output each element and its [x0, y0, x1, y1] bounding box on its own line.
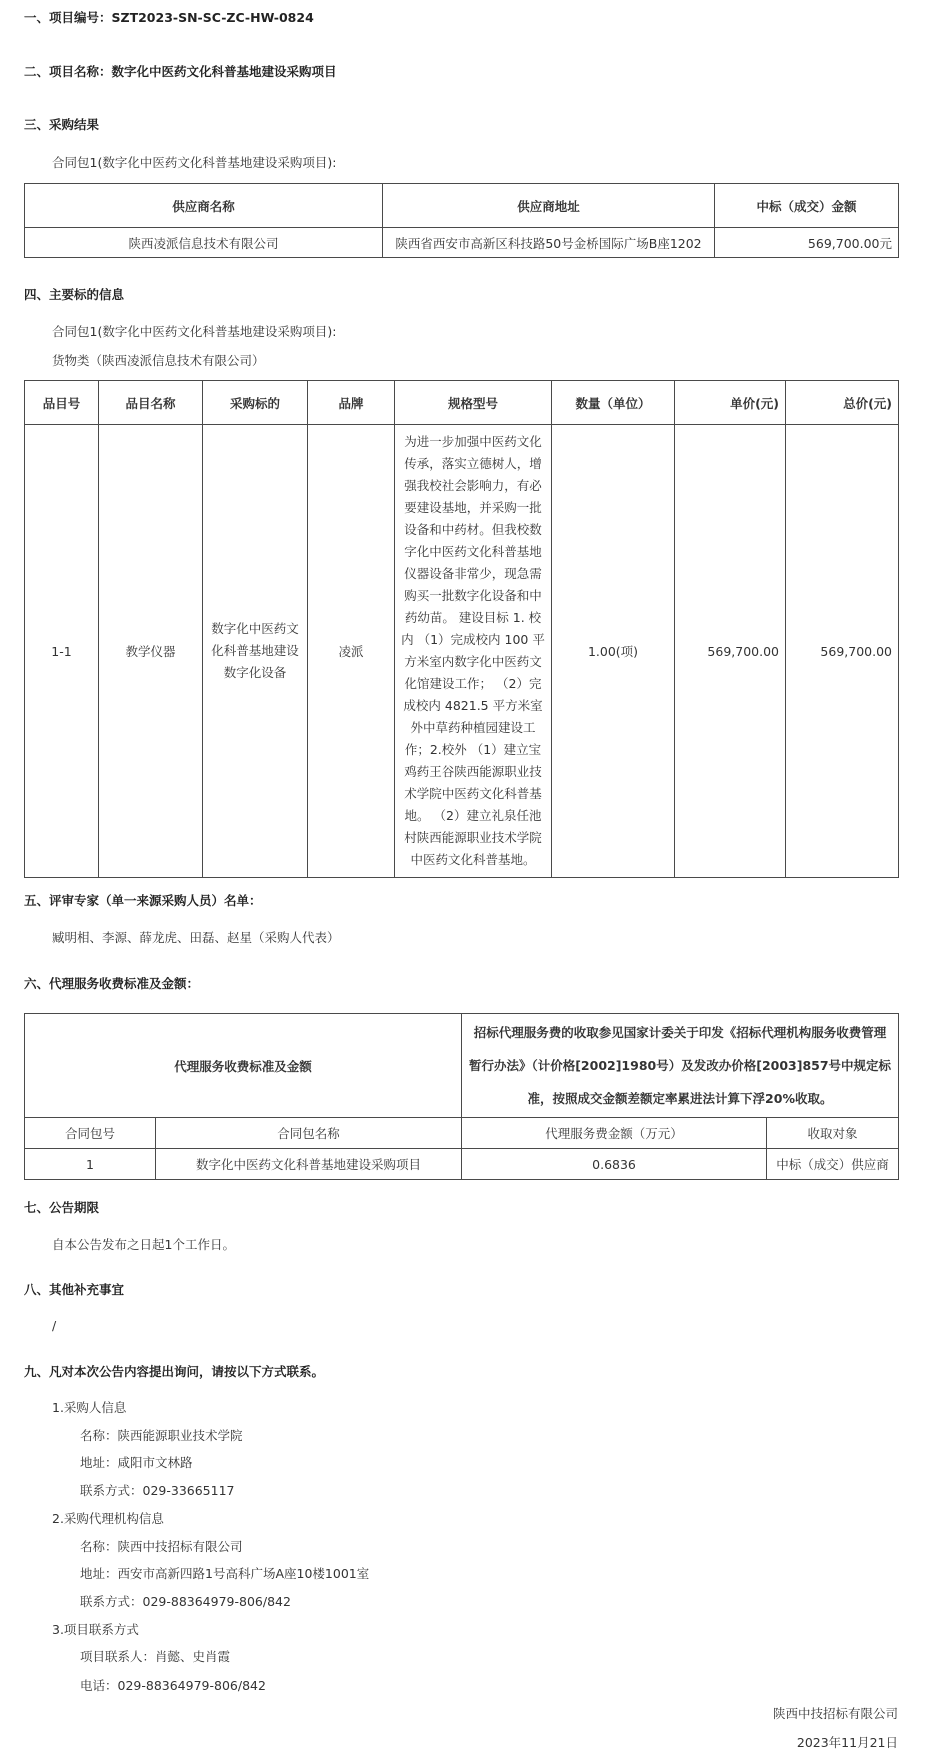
item-total-price-cell: 569,700.00	[786, 425, 899, 878]
fee-header-cell: 合同包名称	[156, 1118, 462, 1149]
fee-header-cell: 代理服务费金额（万元）	[462, 1118, 767, 1149]
buyer-address: 地址：咸阳市文林路	[80, 1455, 193, 1470]
items-heading: 四、主要标的信息	[24, 287, 125, 302]
result-header-cell: 供应商名称	[25, 184, 383, 228]
result-table	[24, 183, 899, 258]
fee-standard-row	[25, 1014, 899, 1118]
project-number-value: SZT2023-SN-SC-ZC-HW-0824	[111, 10, 314, 25]
supplier-address-cell: 陕西省西安市高新区科技路50号金桥国际广场B座1202	[383, 228, 715, 258]
item-subject-cell: 数字化中医药文化科普基地建设数字化设备	[203, 425, 308, 878]
project-contact-phone: 电话：029-88364979-806/842	[80, 1678, 266, 1693]
fee-header-cell: 收取对象	[767, 1118, 899, 1149]
agency-name: 名称：陕西中技招标有限公司	[80, 1539, 243, 1554]
period-heading: 七、公告期限	[24, 1200, 100, 1215]
item-spec-cell: 为进一步加强中医药文化传承，落实立德树人，增强我校社会影响力，有必要建设基地，并采购一批设备和中药材。但我校数字化中医药文化科普基地仪器设备非常少，现急需购买一批数字化设备和中药幼苗。 建设目标 1. 校内 （1）完成校内 100 平方米室内数字化中医药文化馆建设工作； （2）完成校内 4821.5 平方米室外中草药种植园建设工作；2.校外 （1）建立宝鸡药王谷陕西能源职业技术学院中医药文化科普基地。 （2）建立礼泉任池村陕西能源职业技术学院中医药文化科普基地。	[395, 425, 552, 878]
agency-address: 地址：西安市高新四路1号高科广场A座10楼1001室	[80, 1566, 370, 1581]
fee-header-cell: 合同包号	[25, 1118, 156, 1149]
items-header-row	[25, 381, 899, 425]
items-header-cell: 采购标的	[203, 381, 308, 425]
fee-payer-cell: 中标（成交）供应商	[767, 1149, 899, 1180]
items-category-line: 货物类（陕西凌派信息技术有限公司）	[52, 353, 265, 368]
result-header-cell: 供应商地址	[383, 184, 715, 228]
footer-date: 2023年11月21日	[796, 1735, 898, 1750]
items-header-cell: 数量（单位）	[552, 381, 675, 425]
table-row	[25, 425, 899, 878]
project-number-label: 一、项目编号：	[24, 10, 112, 25]
fee-table	[24, 1013, 899, 1180]
footer-company: 陕西中技招标有限公司	[772, 1706, 898, 1721]
fee-package-number-cell: 1	[25, 1149, 156, 1180]
items-header-cell: 总价(元)	[786, 381, 899, 425]
contact-heading: 九、凡对本次公告内容提出询问，请按以下方式联系。	[24, 1364, 325, 1379]
item-name-cell: 教学仪器	[99, 425, 203, 878]
project-name-heading	[24, 62, 337, 80]
project-name-label: 二、项目名称：	[24, 64, 112, 79]
item-brand-cell: 凌派	[308, 425, 395, 878]
agency-info-title: 2.采购代理机构信息	[52, 1511, 164, 1526]
buyer-phone: 联系方式：029-33665117	[80, 1483, 235, 1498]
items-table	[24, 380, 899, 878]
experts-heading: 五、评审专家（单一来源采购人员）名单：	[24, 893, 262, 908]
items-header-cell: 品目名称	[99, 381, 203, 425]
period-text: 自本公告发布之日起1个工作日。	[52, 1237, 235, 1252]
project-name-value: 数字化中医药文化科普基地建设采购项目	[111, 64, 337, 79]
supplier-name-cell: 陕西凌派信息技术有限公司	[25, 228, 383, 258]
other-text: /	[52, 1318, 57, 1333]
award-amount-cell: 569,700.00元	[715, 228, 899, 258]
table-row	[25, 1149, 899, 1180]
item-unit-price-cell: 569,700.00	[675, 425, 786, 878]
table-row	[25, 228, 899, 258]
other-heading: 八、其他补充事宜	[24, 1282, 125, 1297]
buyer-name: 名称：陕西能源职业技术学院	[80, 1428, 243, 1443]
result-heading: 三、采购结果	[24, 117, 100, 132]
fee-package-name-cell: 数字化中医药文化科普基地建设采购项目	[156, 1149, 462, 1180]
items-header-cell: 品目号	[25, 381, 99, 425]
items-header-cell: 单价(元)	[675, 381, 786, 425]
items-header-cell: 规格型号	[395, 381, 552, 425]
buyer-info-title: 1.采购人信息	[52, 1400, 127, 1415]
result-package-line: 合同包1(数字化中医药文化科普基地建设采购项目):	[52, 155, 337, 170]
project-number-heading	[24, 8, 314, 26]
fee-heading: 六、代理服务收费标准及金额：	[24, 976, 200, 991]
item-number-cell: 1-1	[25, 425, 99, 878]
project-contact-title: 3.项目联系方式	[52, 1622, 139, 1637]
result-header-row	[25, 184, 899, 228]
result-header-cell: 中标（成交）金额	[715, 184, 899, 228]
agency-phone: 联系方式：029-88364979-806/842	[80, 1594, 291, 1609]
items-package-line: 合同包1(数字化中医药文化科普基地建设采购项目):	[52, 324, 337, 339]
fee-standard-title: 代理服务收费标准及金额	[25, 1014, 462, 1118]
fee-standard-note: 招标代理服务费的收取参见国家计委关于印发《招标代理机构服务收费管理暂行办法》（计价格[2002]1980号）及发改办价格[2003]857号中规定标准，按照成交金额差额定率累进法计算下浮20%收取。	[462, 1014, 899, 1118]
item-quantity-cell: 1.00(项)	[552, 425, 675, 878]
items-header-cell: 品牌	[308, 381, 395, 425]
experts-list: 臧明相、李源、薛龙虎、田磊、赵星（采购人代表）	[52, 930, 340, 945]
fee-amount-cell: 0.6836	[462, 1149, 767, 1180]
project-contact-person: 项目联系人：肖懿、史肖霞	[80, 1649, 231, 1664]
fee-header-row	[25, 1118, 899, 1149]
